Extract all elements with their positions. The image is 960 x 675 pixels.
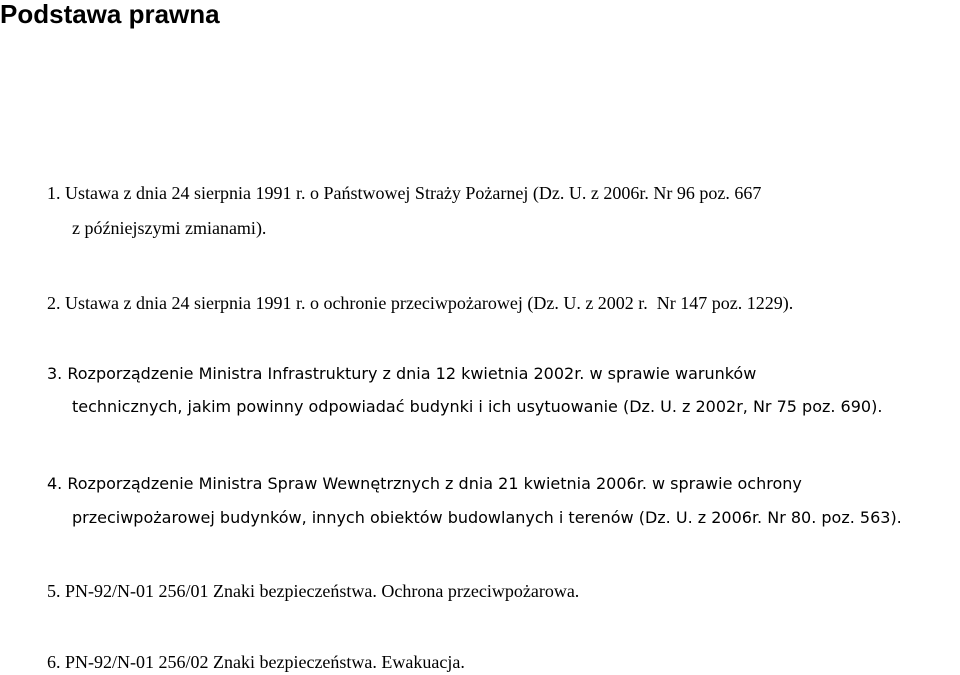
list-item-5-number: 5. <box>47 581 61 601</box>
list-item-6-number: 6. <box>47 652 61 672</box>
list-item-5-text: PN-92/N-01 256/01 Znaki bezpieczeństwa. Ochrona przeciwpożarowa. <box>65 581 580 601</box>
list-item-4-line-1 <box>47 472 802 496</box>
list-item-4-number: 4. <box>47 474 63 493</box>
page-title: Podstawa prawna <box>0 0 220 29</box>
list-item-6-text: PN-92/N-01 256/02 Znaki bezpieczeństwa. Ewakuacja. <box>65 652 465 672</box>
list-item-2-number: 2. <box>47 293 61 313</box>
list-item-3-number: 3. <box>47 364 63 383</box>
list-item-1-line-1 <box>47 181 761 205</box>
list-item-1-text: Ustawa z dnia 24 sierpnia 1991 r. o Państwowej Straży Pożarnej (Dz. U. z 2006r. Nr 96 poz. 667 <box>65 183 762 203</box>
list-item-2-line-1 <box>47 291 793 315</box>
list-item-1-line-2: z późniejszymi zmianami). <box>72 218 267 238</box>
list-item-3-text: Rozporządzenie Ministra Infrastruktury z dnia 12 kwietnia 2002r. w sprawie warunków <box>67 364 757 383</box>
list-item-3-line-1 <box>47 362 756 386</box>
list-item-1-number: 1. <box>47 183 61 203</box>
list-item-2-text: Ustawa z dnia 24 sierpnia 1991 r. o ochronie przeciwpożarowej (Dz. U. z 2002 r. Nr 147 poz. 1229). <box>65 293 794 313</box>
list-item-6-line-1 <box>47 650 465 674</box>
list-item-4-text: Rozporządzenie Ministra Spraw Wewnętrznych z dnia 21 kwietnia 2006r. w sprawie ochrony <box>67 474 802 493</box>
list-item-5-line-1 <box>47 579 579 603</box>
list-item-3-line-2: technicznych, jakim powinny odpowiadać budynki i ich usytuowanie (Dz. U. z 2002r, Nr 75 poz. 690). <box>72 397 883 416</box>
list-item-4-line-2: przeciwpożarowej budynków, innych obiektów budowlanych i terenów (Dz. U. z 2006r. Nr 80. poz. 563). <box>72 508 902 527</box>
